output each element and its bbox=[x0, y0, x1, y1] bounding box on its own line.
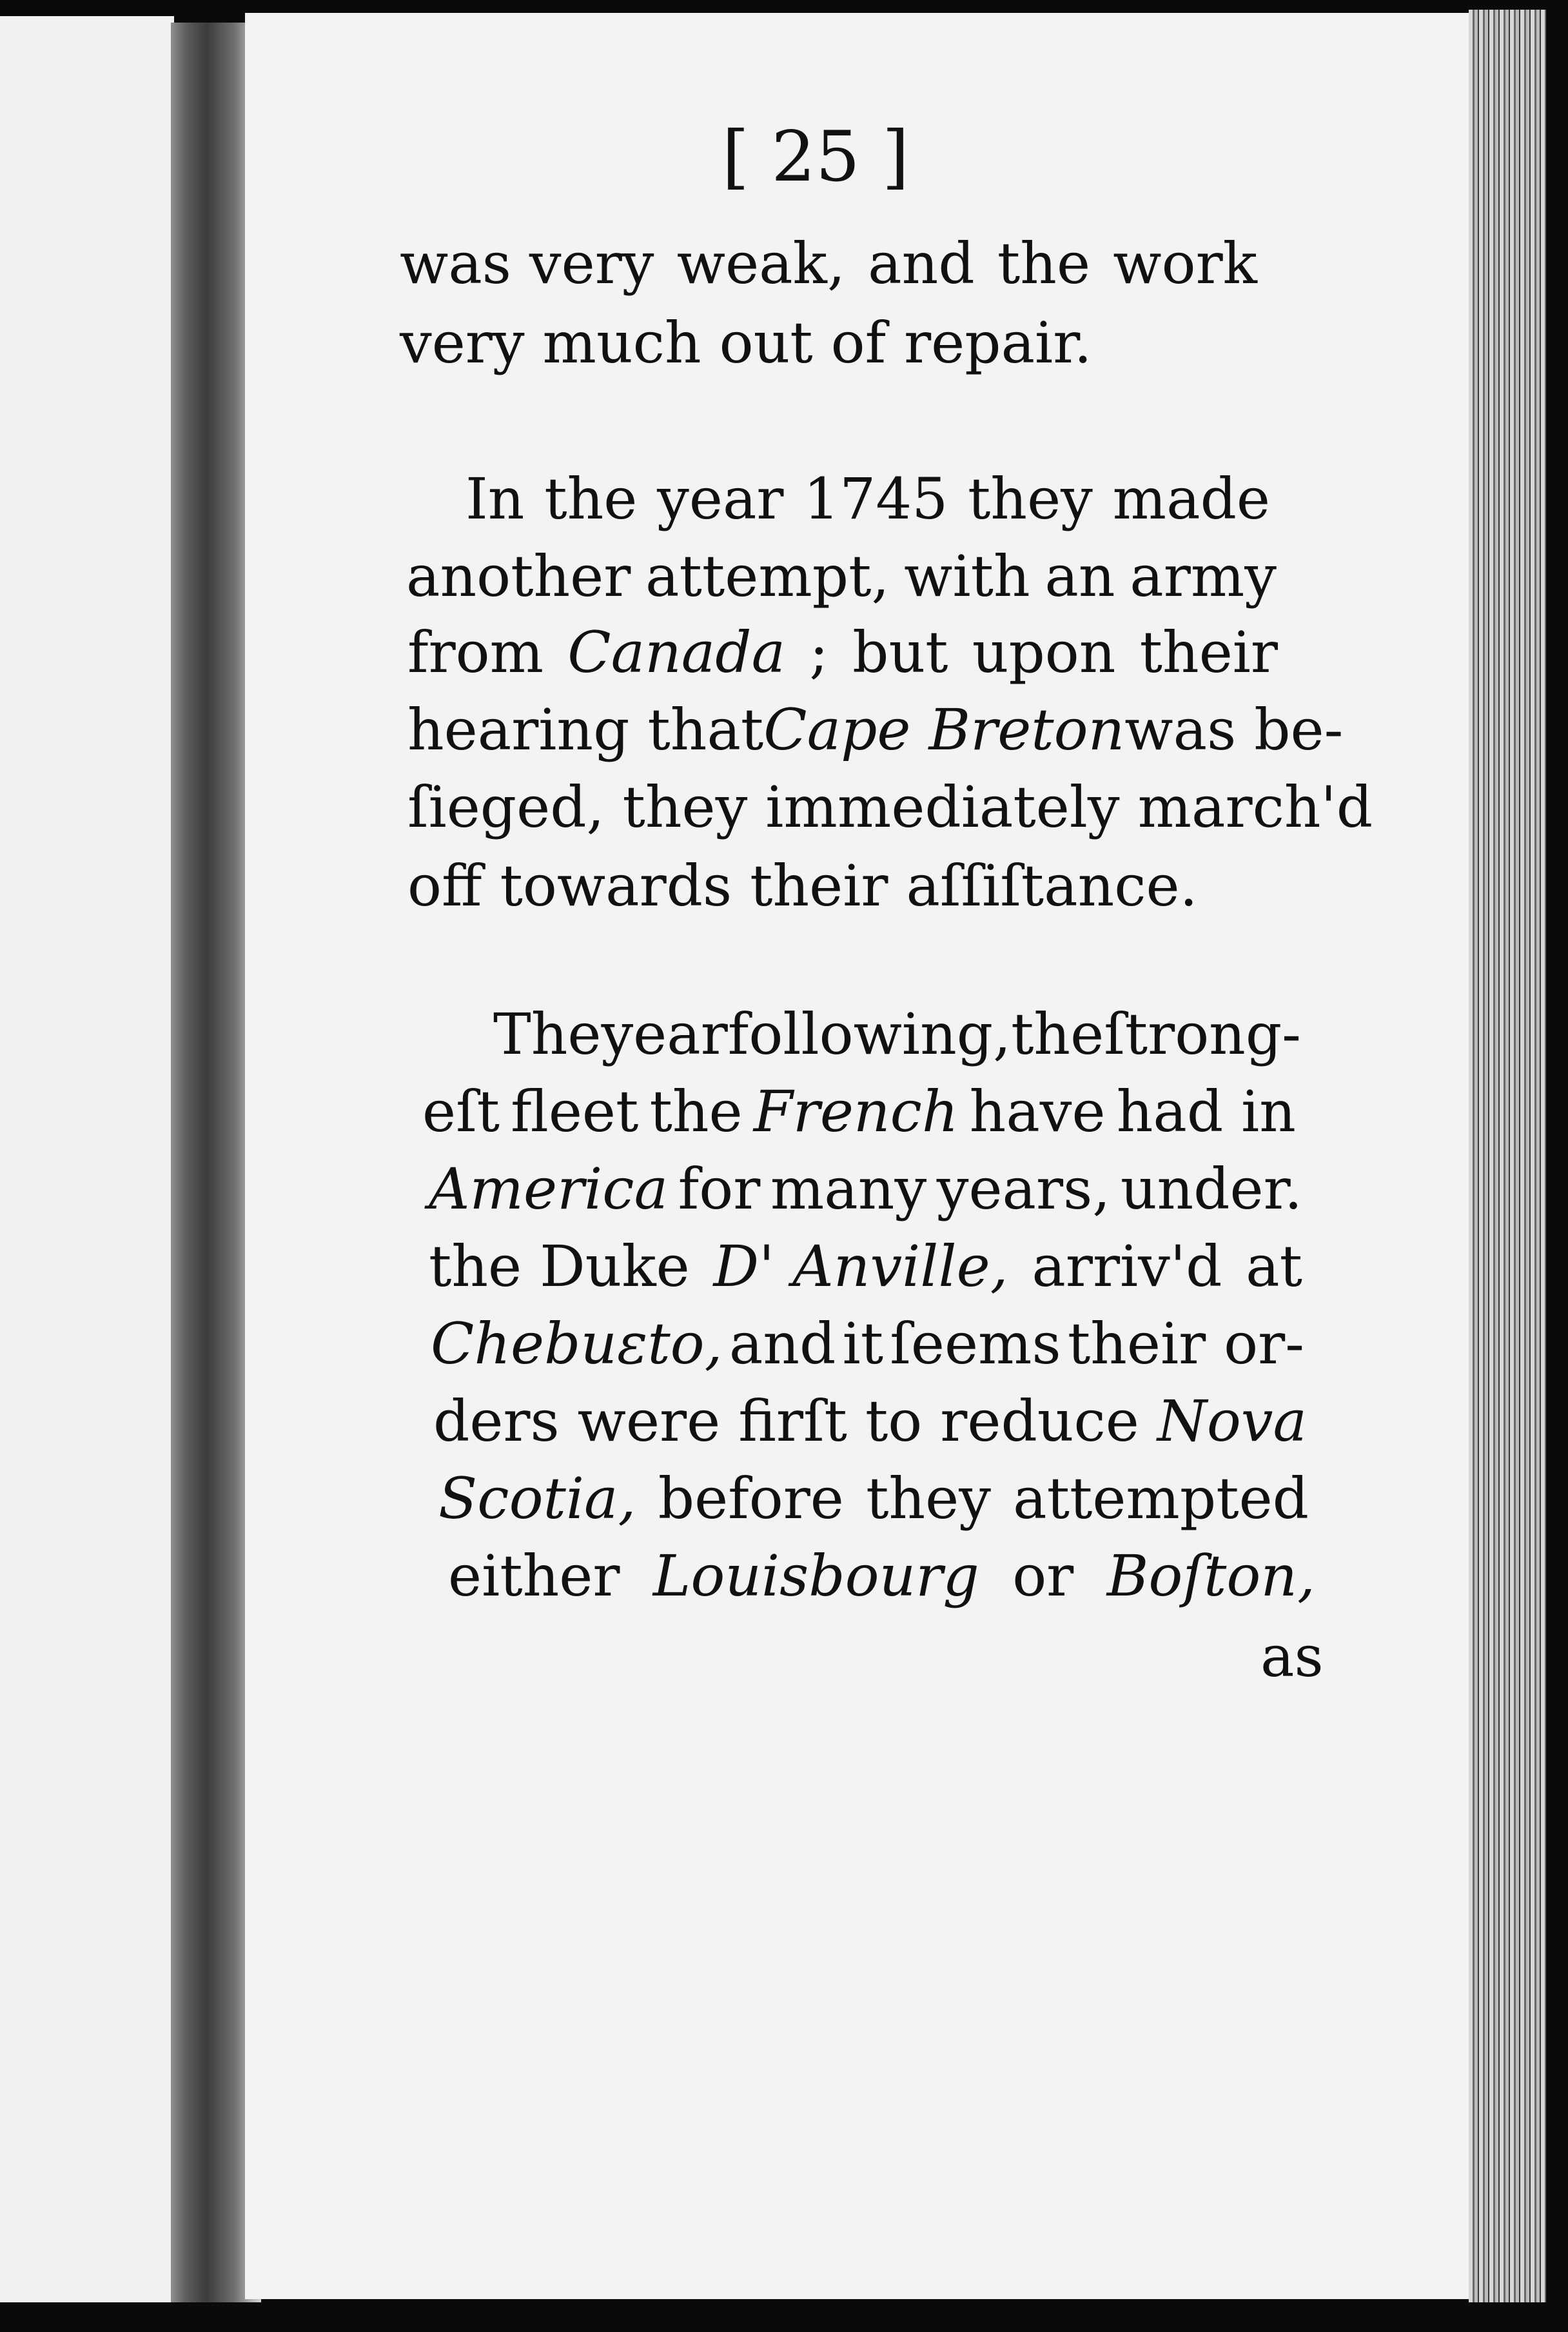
left-facing-page bbox=[0, 16, 174, 2302]
text-line: In the year 1745 they made bbox=[466, 466, 1270, 532]
text-line: Chebuɛto, and it ſeems their or- bbox=[431, 1310, 1304, 1377]
text-line: ſieged, they immediately march'd bbox=[407, 774, 1373, 840]
page-number: [ 25 ] bbox=[721, 117, 910, 197]
text-line: was very weak, and the work bbox=[400, 230, 1257, 297]
italic-place-name: Canada bbox=[567, 619, 786, 686]
text-line: very much out of repair. bbox=[400, 310, 1092, 376]
text-line: either Louisbourg or Boſton, bbox=[448, 1543, 1315, 1609]
italic-place-name: Louisbourg bbox=[652, 1543, 979, 1609]
italic-place-name: America bbox=[429, 1156, 669, 1222]
italic-name: French bbox=[753, 1078, 959, 1145]
text-line: America for many years, under. bbox=[429, 1156, 1302, 1222]
text-line: off towards their aſſiſtance. bbox=[407, 853, 1198, 919]
italic-place-name: Chebuɛto, bbox=[431, 1310, 723, 1377]
page-edges bbox=[1469, 10, 1546, 2302]
text-line: from Canada ; but upon their bbox=[407, 619, 1278, 686]
italic-place-name: Cape Breton bbox=[763, 697, 1125, 763]
text-line: ders were firſt to reduce Nova bbox=[433, 1388, 1307, 1454]
italic-name: D' Anville, bbox=[713, 1233, 1008, 1299]
italic-place-name: Nova bbox=[1157, 1388, 1307, 1454]
text-line: hearing that Cape Breton was be- bbox=[407, 697, 1344, 763]
italic-place-name: Boſton, bbox=[1106, 1543, 1315, 1609]
text-line: eſt fleet the French have had in bbox=[422, 1078, 1296, 1145]
text-line: the Duke D' Anville, arriv'd at bbox=[429, 1233, 1302, 1299]
text-line: another attempt, with an army bbox=[406, 543, 1277, 609]
catchword: as bbox=[1260, 1623, 1324, 1690]
text-line: Scotia, before they attempted bbox=[438, 1465, 1309, 1532]
italic-place-name: Scotia, bbox=[438, 1465, 636, 1532]
text-line: The year following, the ſtrong- bbox=[493, 1001, 1301, 1067]
